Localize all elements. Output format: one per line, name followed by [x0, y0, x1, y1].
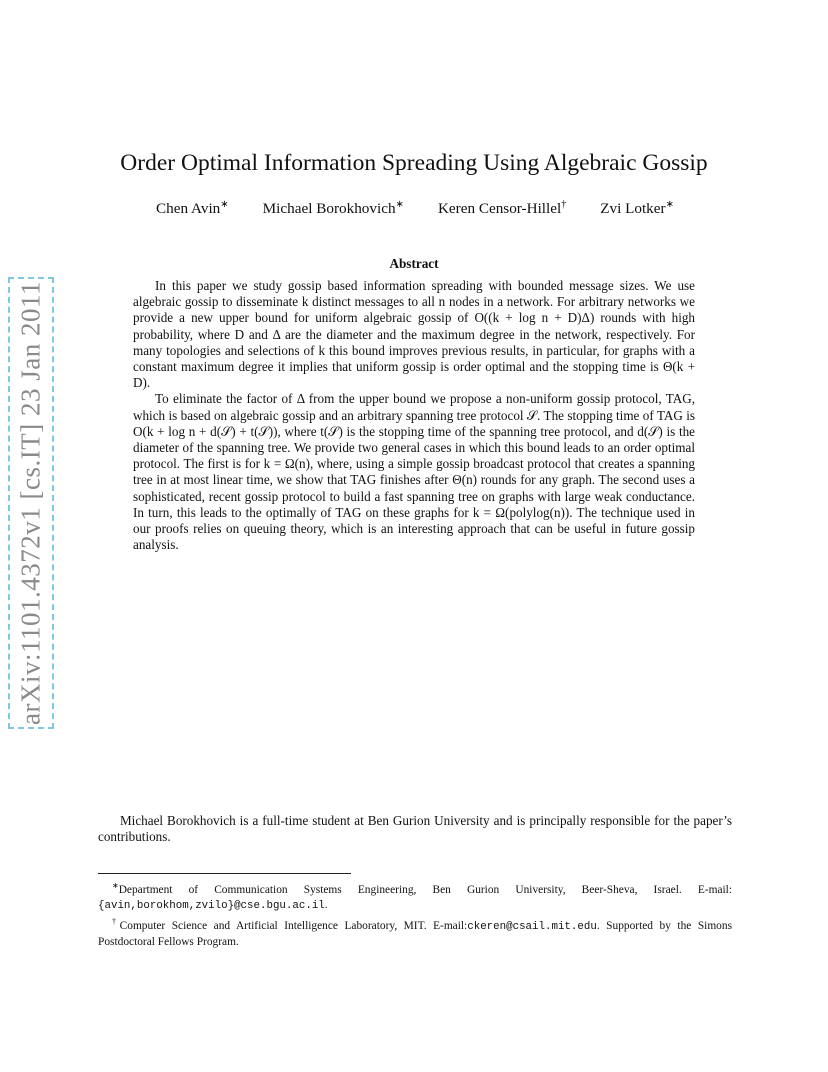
arxiv-stamp: arXiv:1101.4372v1 [cs.IT] 23 Jan 2011: [15, 281, 46, 725]
footnote: ∗Department of Communication Systems Engineering, Ben Gurion University, Beer-Sheva, Israel. E-mail:{avin,borokhom,zvilo}@cse.bgu.ac.il.: [98, 881, 732, 912]
author: Zvi Lotker∗: [600, 199, 674, 218]
abstract-paragraph: To eliminate the factor of Δ from the upper bound we propose a non-uniform gossip protocol, TAG, which is based on algebraic gossip and an arbitrary spanning tree protocol 𝒮. The stopping time of TAG is O(k + log n + d(𝒮) + t(𝒮)), where t(𝒮) is the stopping time of the spanning tree protocol, and d(𝒮) is the diameter of the spanning tree. We provide two general cases in which this bound leads to an order optimal protocol. The first is for k = Ω(n), where, using a simple gossip broadcast protocol that creates a spanning tree in at most linear time, we show that TAG finishes after Θ(n) rounds for any graph. The second uses a sophisticated, recent gossip protocol to build a fast spanning tree on graphs with large weak conductance. In turn, this leads to the optimally of TAG on these graphs for k = Ω(polylog(n)). The technique used in our proofs relies on queuing theory, which is an interesting approach that can be useful in future gossip analysis.: [133, 391, 695, 553]
arxiv-stamp-box: [8, 277, 54, 729]
abstract-paragraph: In this paper we study gossip based information spreading with bounded message sizes. We use algebraic gossip to disseminate k distinct messages to all n nodes in a network. For arbitrary networks we provide a new upper bound for uniform algebraic gossip of O((k + log n + D)Δ) rounds with high probability, where D and Δ are the diameter and the maximum degree in the network, respectively. For many topologies and selections of k this bound improves previous results, in particular, for graphs with a constant maximum degree it implies that uniform gossip is order optimal and the stopping time is Θ(k + D).: [133, 278, 695, 391]
abstract-body: [133, 278, 695, 553]
footnote: †Computer Science and Artificial Intelligence Laboratory, MIT. E-mail:ckeren@csail.mit.edu. Supported by the Simons Postdoctoral Fellows Program.: [98, 916, 733, 948]
footnote-rule: [98, 873, 351, 874]
author: Chen Avin∗: [156, 199, 229, 218]
author: Keren Censor-Hillel†: [437, 199, 567, 218]
abstract-heading: Abstract: [389, 256, 439, 271]
author-list: [100, 199, 730, 218]
contribution-note: Michael Borokhovich is a full-time student at Ben Gurion University and is principally responsible for the paper’s contributions.: [98, 813, 732, 845]
email: {avin,borokhom,zvilo}@cse.bgu.ac.il: [98, 899, 325, 912]
author: Michael Borokhovich∗: [262, 199, 404, 218]
footnotes: [98, 878, 732, 950]
email: ckeren@csail.mit.edu: [467, 920, 597, 933]
paper-title: Order Optimal Information Spreading Using Algebraic Gossip: [120, 150, 708, 176]
